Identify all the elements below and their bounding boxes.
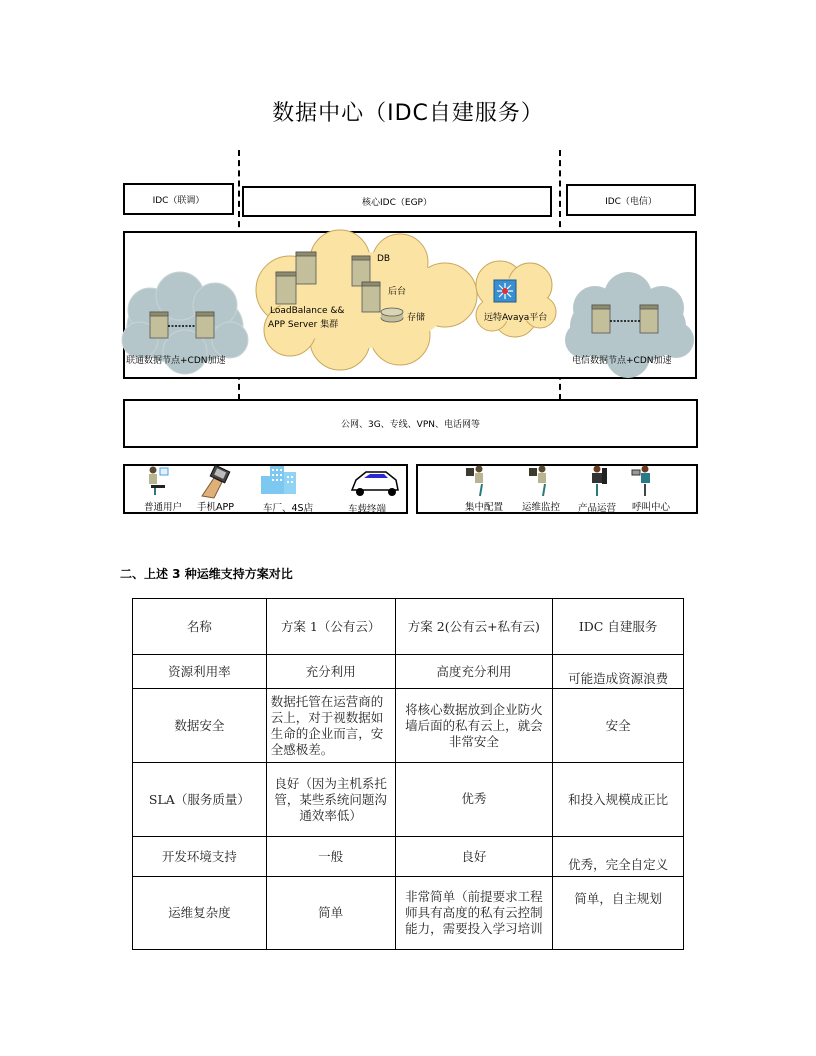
operator-icon [529,466,546,497]
table-cell: 数据安全 [133,689,267,763]
operator-label-callcenter: 呼叫中心 [632,502,671,513]
operator-icon [466,466,483,497]
operator-icon [632,466,650,497]
table-cell: 高度充分利用 [395,655,553,689]
table-cell: 简单，自主规划 [553,877,684,950]
table-cell: 充分利用 [266,655,395,689]
table-cell: 良好 [395,837,553,877]
operator-label-monitor: 运维监控 [522,502,561,513]
table-cell: SLA（服务质量） [133,763,267,837]
car-icon [352,472,398,496]
mobile-phone-icon [202,465,230,498]
section-heading: 二、上述 3 种运维支持方案对比 [120,567,293,581]
network-label: 公网、3G、专线、VPN、电话网等 [340,420,481,430]
avaya-label: 远特Avaya平台 [484,313,548,323]
table-cell: 简单 [266,877,395,950]
table-cell: 和投入规模成正比 [553,763,684,837]
endpoint-icons [0,0,816,520]
client-label-user: 普通用户 [144,502,183,513]
building-icon [261,466,296,494]
table-row [133,837,684,877]
storage-label: 存储 [407,313,426,323]
table-cell: 可能造成资源浪费 [553,655,684,689]
table-cell: 非常简单（前提要求工程师具有高度的私有云控制能力，需要投入学习培训 [395,877,553,950]
client-label-car: 车载终端 [348,504,387,515]
table-cell: 资源利用率 [133,655,267,689]
unicom-node-label: 联通数据节点+CDN加速 [126,356,226,366]
client-label-dealer: 车厂、4S店 [263,503,314,514]
table-cell: 一般 [266,837,395,877]
cluster-label-1: LoadBalance && [270,306,345,316]
telecom-node-label: 电信数据节点+CDN加速 [572,356,672,366]
backend-label: 后台 [388,287,407,297]
operator-label-config: 集中配置 [465,502,504,513]
operator-label-product: 产品运营 [578,503,617,514]
table-row [133,763,684,837]
table-cell: 优秀 [395,763,553,837]
operator-icon [592,466,607,497]
table-cell: 安全 [553,689,684,763]
header-cell: 名称 [133,599,267,655]
idc-unicom-label: IDC（联调） [152,195,205,206]
table-header-row [133,599,684,655]
table-row [133,655,684,689]
table-cell: 数据托管在运营商的云上，对于视数据如生命的企业而言，安全感极差。 [266,689,395,763]
header-cell: 方案 1（公有云） [266,599,395,655]
comparison-table [132,598,684,950]
header-cell: 方案 2(公有云+私有云) [395,599,553,655]
cluster-label-2: APP Server 集群 [268,320,339,330]
table-cell: 运维复杂度 [133,877,267,950]
diagram-title: 数据中心（IDC自建服务） [272,101,544,126]
table-cell: 良好（因为主机系托管，某些系统问题沟通效率低） [266,763,395,837]
table-row [133,689,684,763]
table-cell: 优秀，完全自定义 [553,837,684,877]
table-cell: 开发环境支持 [133,837,267,877]
header-cell: IDC 自建服务 [553,599,684,655]
client-label-app: 手机APP [197,502,234,513]
core-idc-label: 核心IDC（EGP） [362,198,432,208]
table-row [133,877,684,950]
operator-icons [466,466,650,497]
idc-telecom-label: IDC（电信） [605,196,657,207]
table-cell: 将核心数据放到企业防火墙后面的私有云上，就会非常安全 [395,689,553,763]
user-at-computer-icon [149,467,168,496]
db-label: DB [377,254,391,264]
